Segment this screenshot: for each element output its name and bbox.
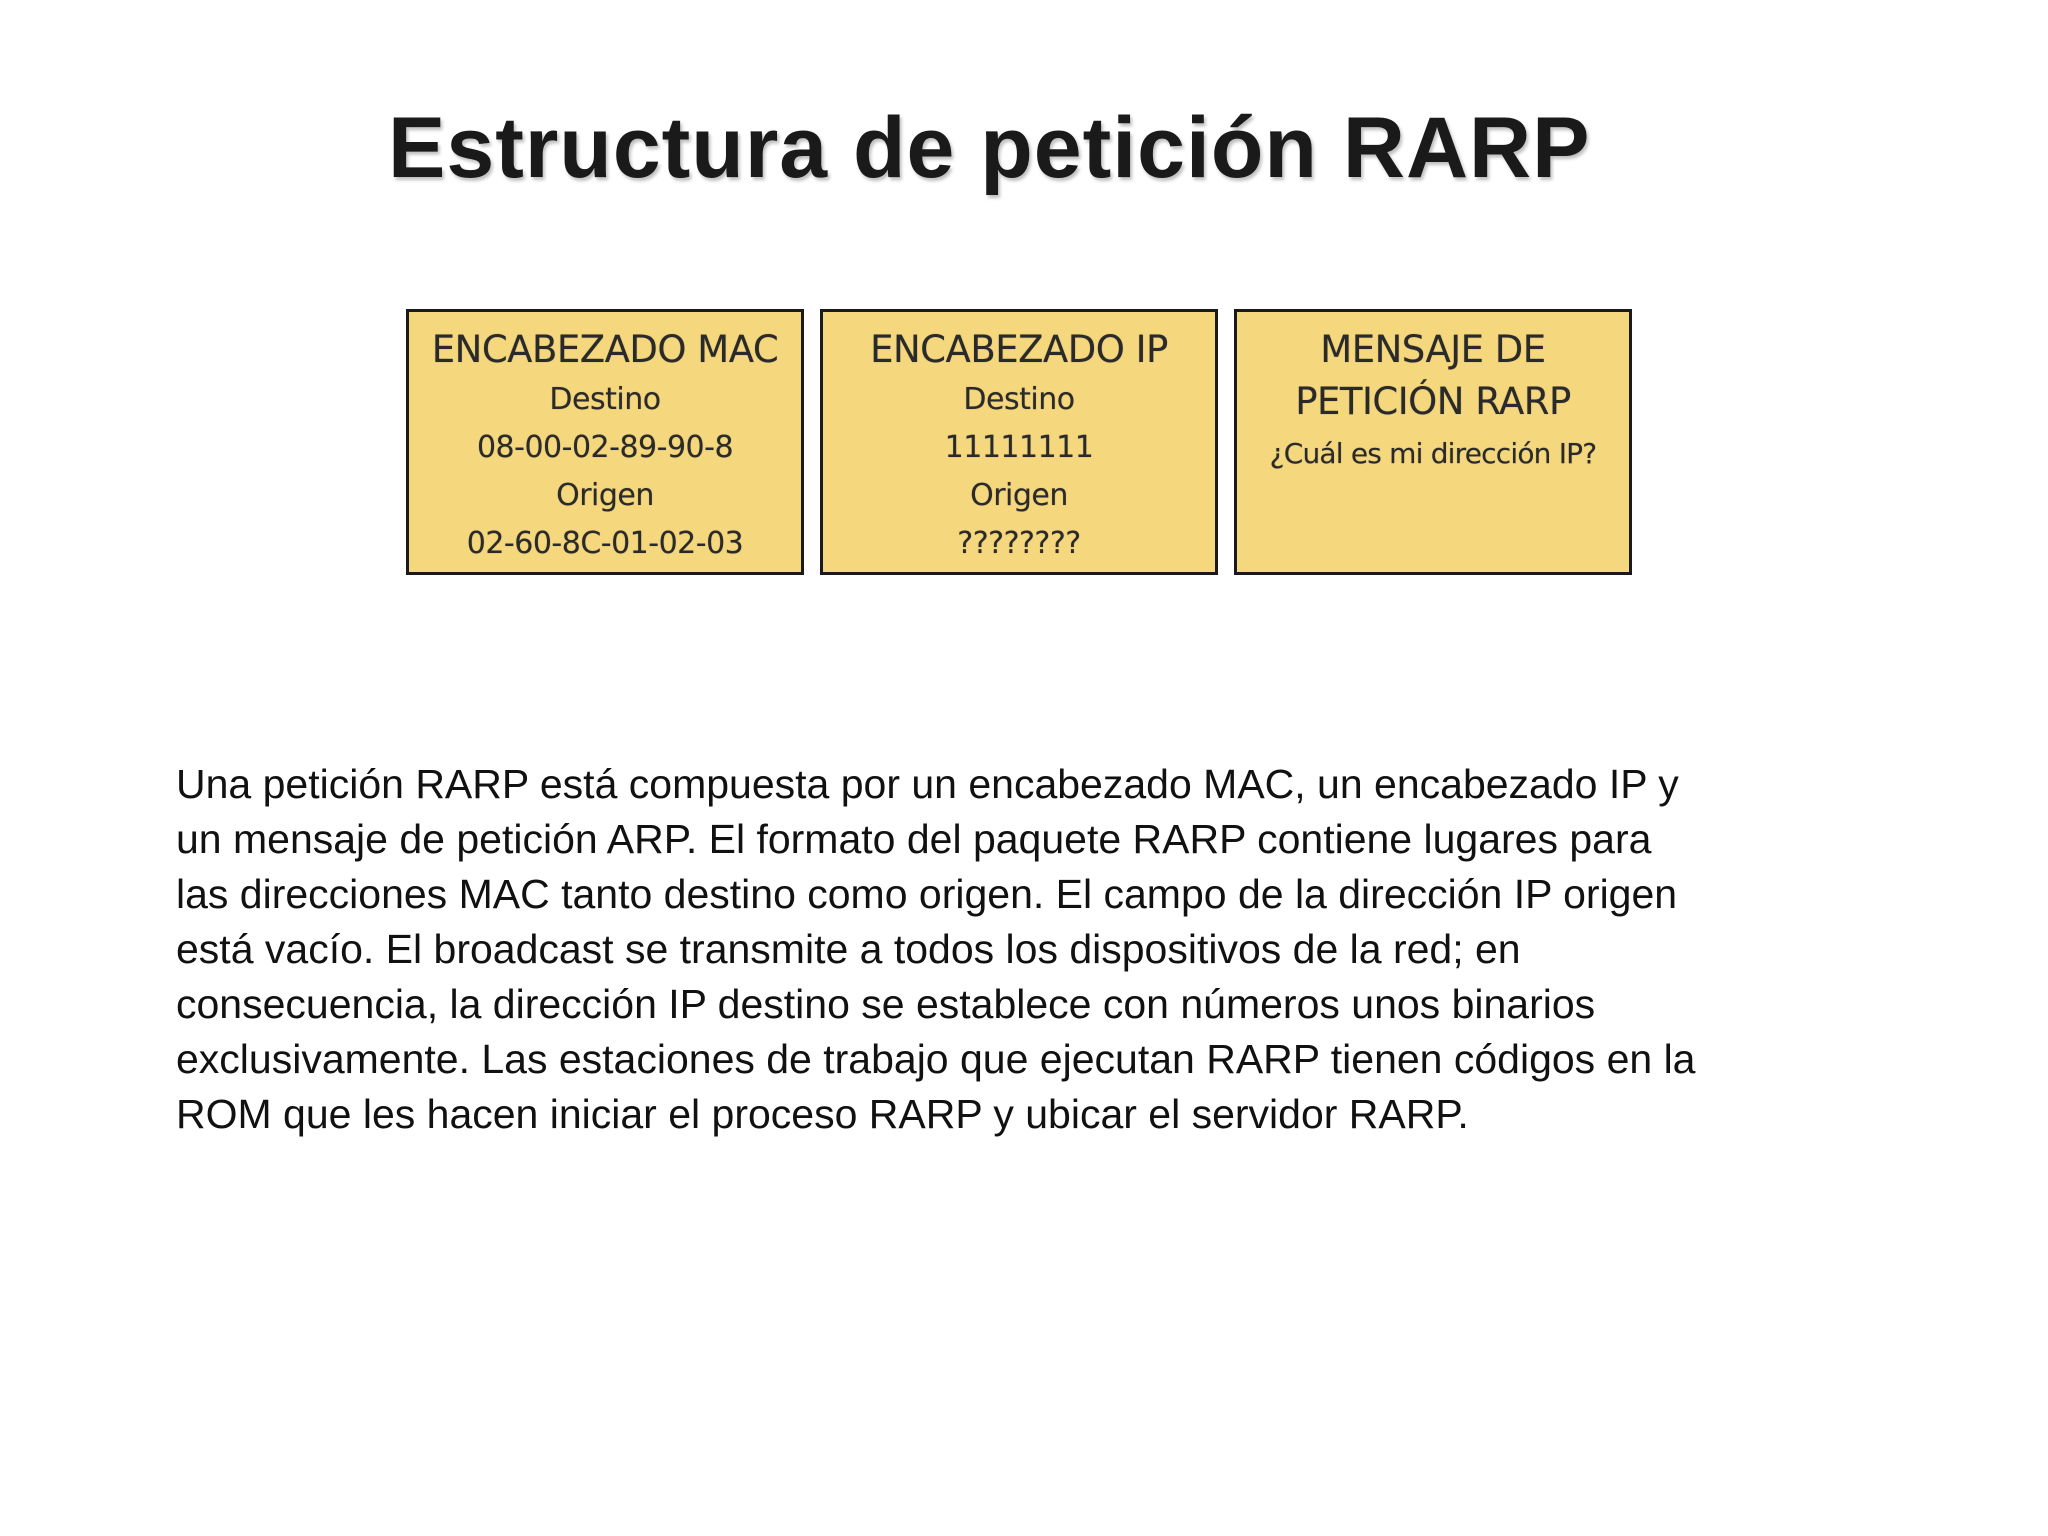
- mac-header-field: [406, 309, 804, 575]
- body-line: consecuencia, la dirección IP destino se establece con números unos binarios: [176, 981, 1596, 1027]
- mac-dest-value: 08-00-02-89-90-8: [476, 430, 734, 465]
- mac-header-title: ENCABEZADO MAC: [431, 328, 779, 371]
- slide-title: Estructura de petición RARP: [388, 100, 1591, 196]
- body-line: un mensaje de petición ARP. El formato del paquete RARP contiene lugares para: [176, 816, 1652, 862]
- body-line: Una petición RARP está compuesta por un encabezado MAC, un encabezado IP y: [176, 761, 1679, 807]
- body-line: las direcciones MAC tanto destino como origen. El campo de la dirección IP origen: [176, 871, 1678, 917]
- body-line: está vacío. El broadcast se transmite a todos los dispositivos de la red; en: [176, 926, 1521, 972]
- body-line: exclusivamente. Las estaciones de trabajo que ejecutan RARP tienen códigos en la: [176, 1036, 1696, 1082]
- ip-dest-label: Destino: [963, 382, 1075, 417]
- rarp-message-question: ¿Cuál es mi dirección IP?: [1269, 437, 1597, 470]
- rarp-message-title-line1: MENSAJE DE: [1320, 328, 1546, 371]
- rarp-message-field: [1234, 309, 1632, 575]
- ip-header-title: ENCABEZADO IP: [870, 328, 1168, 371]
- mac-dest-label: Destino: [549, 382, 661, 417]
- body-line: ROM que les hacen iniciar el proceso RARP y ubicar el servidor RARP.: [176, 1091, 1469, 1137]
- rarp-packet-diagram: [406, 309, 1632, 581]
- mac-src-value: 02-60-8C-01-02-03: [466, 526, 744, 561]
- ip-dest-value: 11111111: [944, 430, 1094, 465]
- ip-header-field: [820, 309, 1218, 575]
- ip-src-value: ????????: [957, 526, 1081, 561]
- rarp-message-title-line2: PETICIÓN RARP: [1295, 380, 1571, 423]
- body-paragraph: [176, 757, 1916, 1142]
- mac-src-label: Origen: [556, 478, 654, 513]
- ip-src-label: Origen: [970, 478, 1068, 513]
